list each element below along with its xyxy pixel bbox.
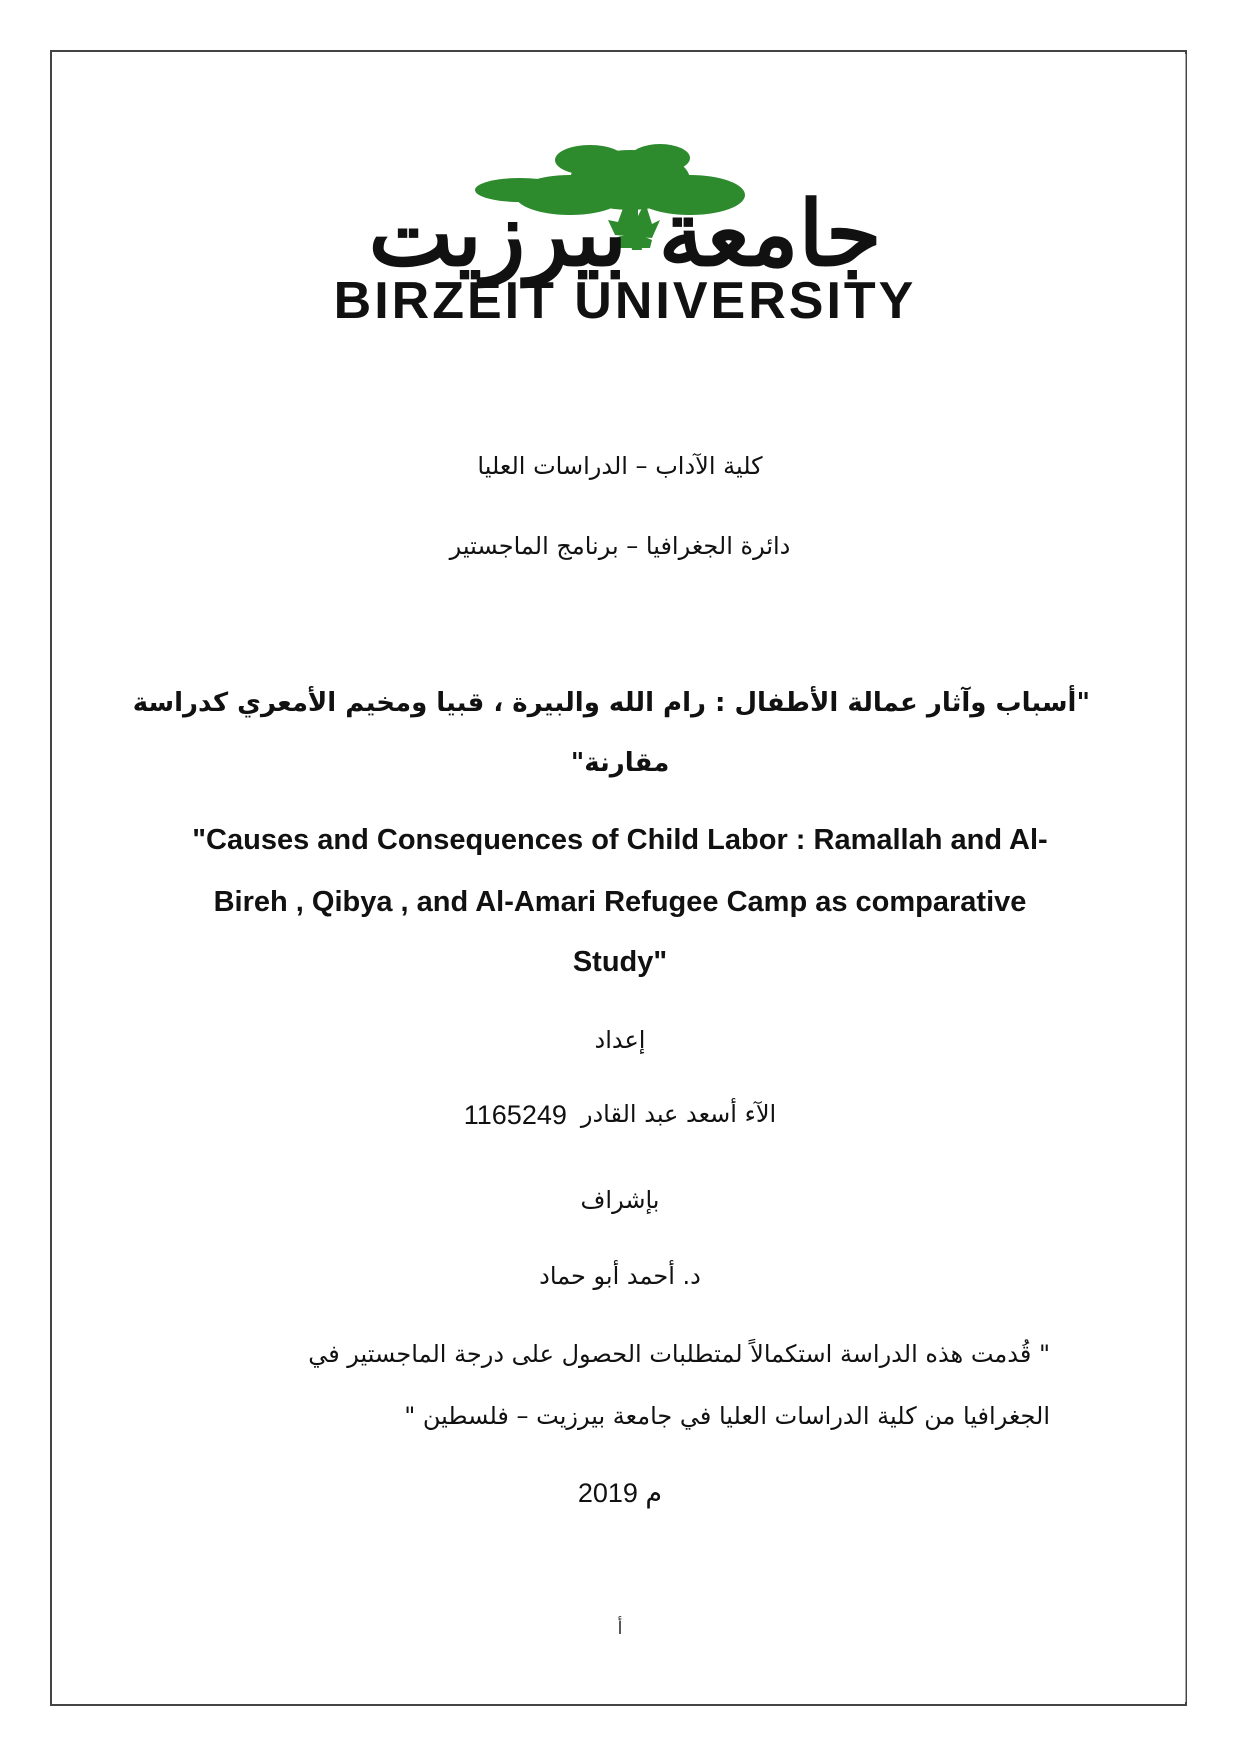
english-title-line-3: Study"	[572, 946, 668, 978]
english-title-line-2: Bireh , Qibya , and Al-Amari Refugee Camp as comparative	[213, 886, 1027, 918]
department-line: دائرة الجغرافيا – برنامج الماجستير	[449, 532, 791, 560]
page-divider	[1185, 54, 1186, 1702]
supervision-label: بإشراف	[580, 1186, 660, 1214]
supervisor-name: د. أحمد أبو حماد	[539, 1262, 701, 1290]
faculty-line: كلية الآداب – الدراسات العليا	[477, 452, 763, 480]
author-line	[150, 1100, 1090, 1131]
english-title-line-1: "Causes and Consequences of Child Labor : Ramallah and Al-	[192, 824, 1048, 856]
submission-line-1: " قُدمت هذه الدراسة استكمالاً لمتطلبات الحصول على درجة الماجستير في	[308, 1340, 1050, 1368]
page-number: أ	[617, 1618, 623, 1639]
university-logo	[190, 140, 1060, 370]
year: 2019 م	[577, 1478, 663, 1508]
arabic-title-line-1: "أسباب وآثار عمالة الأطفال : رام الله والبيرة ، قبيا ومخيم الأمعري كدراسة	[132, 688, 1090, 718]
logo-arabic-name: جامعة بيرزيت	[368, 181, 882, 287]
prepared-by-label: إعداد	[594, 1026, 646, 1054]
student-id: 1165249	[463, 1100, 567, 1130]
arabic-title-line-2: مقارنة"	[570, 748, 670, 778]
submission-line-2: الجغرافيا من كلية الدراسات العليا في جامعة بيرزيت – فلسطين "	[404, 1402, 1050, 1430]
logo-english-name: BIRZEIT UNIVERSITY	[333, 272, 917, 330]
author-name: الآء أسعد عبد القادر	[580, 1100, 777, 1128]
